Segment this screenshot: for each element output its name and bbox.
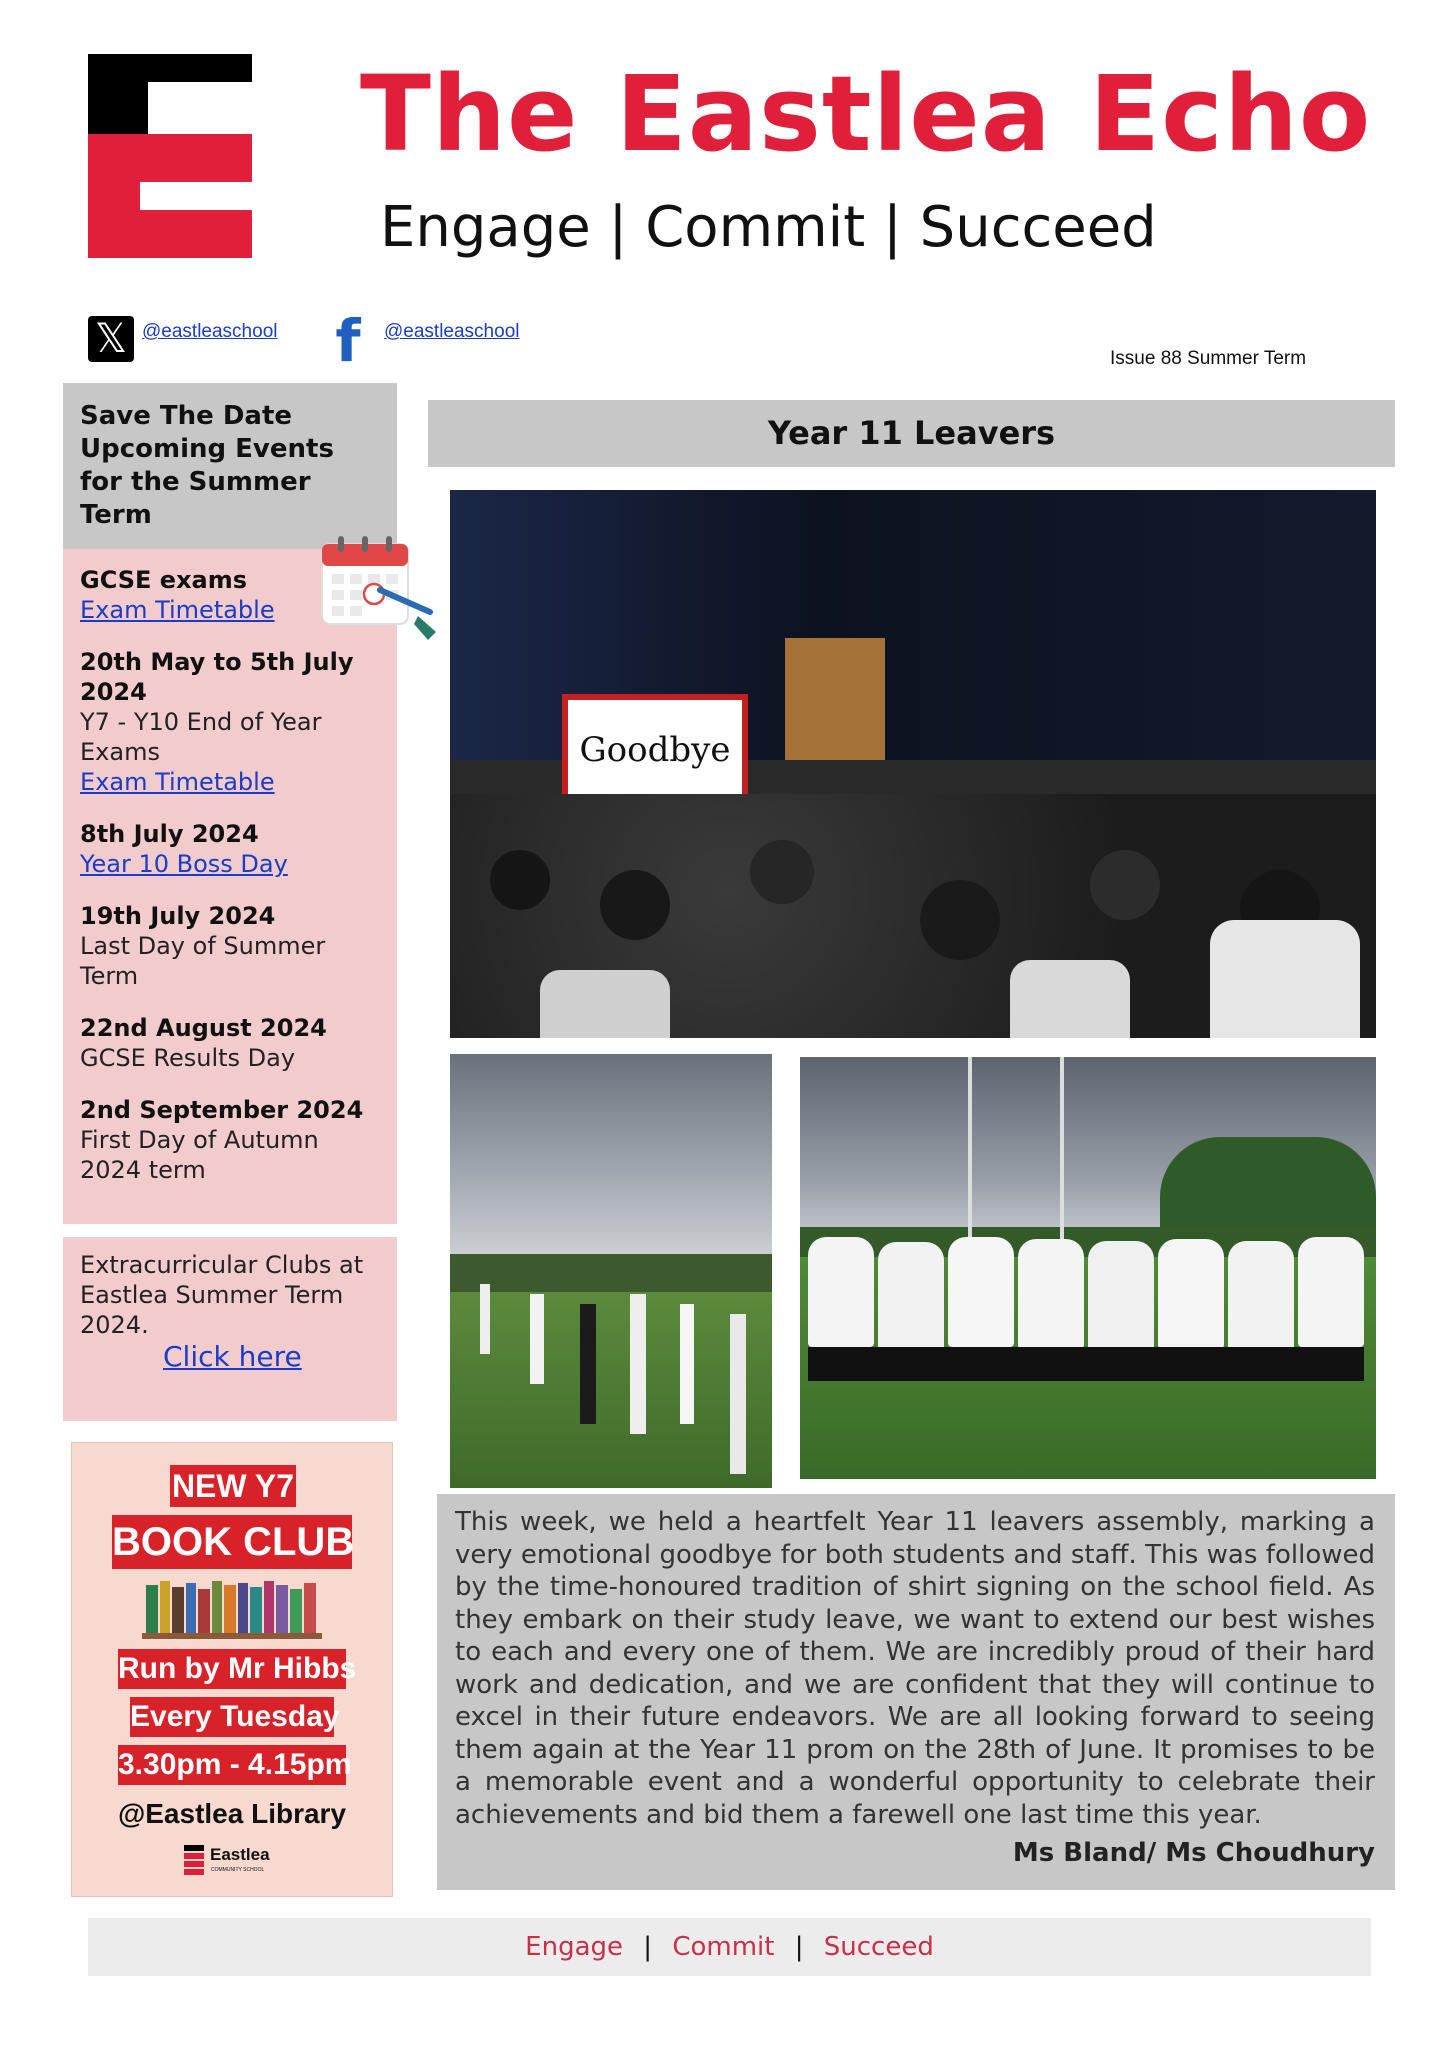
footer-commit: Commit [672,1932,775,1962]
event-description: GCSE Results Day [80,1044,296,1072]
article-heading: Year 11 Leavers [767,414,1056,452]
facebook-handle-link[interactable]: @eastleaschool [384,321,520,342]
event-item [80,819,380,879]
event-item [80,901,380,991]
events-list [80,565,380,1207]
save-the-date-title: Save The Date Upcoming Events for the Summer Term [80,401,334,530]
poster-run-by: Run by Mr Hibbs [118,1649,346,1689]
newsletter-title: The Eastlea Echo [360,53,1372,175]
exam-timetable-link[interactable]: Exam Timetable [80,596,275,624]
clubs-click-here-link[interactable]: Click here [163,1340,302,1373]
event-date: 20th May to 5th July 2024 [80,648,354,706]
poster-new-y7: NEW Y7 [170,1465,296,1507]
field-photo [450,1054,772,1488]
facebook-icon[interactable]: f [335,307,361,375]
event-date: 2nd September 2024 [80,1096,364,1124]
event-date: 22nd August 2024 [80,1014,327,1042]
poster-book-club: BOOK CLUB [112,1515,352,1569]
footer-separator: | [794,1932,804,1962]
x-logo-icon[interactable]: 𝕏 [88,316,134,362]
poster-eastlea-logo: Eastlea COMMUNITY SCHOOL [184,1843,284,1879]
school-logo [88,54,252,258]
article-body: This week, we held a heartfelt Year 11 leavers assembly, marking a very emotional goodbye for both students and staff. This was followed by the time-honoured tradition of shirt signing on the school field. As they embark on their study leave, we want to extend our best wishes to each and every one of them. We are incredibly proud of their hard work and dedication, and we are confident that they will continue to excel in their future endeavors. We are all looking forward to seeing them again at the Year 11 prom on the 28th of June. It promises to be a memorable event and a wonderful opportunity to celebrate their achievements and bid them a farewell one last time this year. [455,1507,1375,1830]
newsletter-tagline: Engage | Commit | Succeed [380,195,1157,260]
event-item [80,1013,380,1073]
footer-separator: | [643,1932,653,1962]
clubs-text: Extracurricular Clubs at Eastlea Summer Term 2024. [80,1251,364,1339]
shirt-signing-photo [800,1057,1376,1479]
footer-tagline [88,1918,1371,1976]
event-item [80,565,380,625]
footer-engage: Engage [525,1932,624,1962]
issue-label: Issue 88 Summer Term [1110,348,1307,369]
poster-time: 3.30pm - 4.15pm [118,1745,346,1785]
event-item [80,1095,380,1185]
event-date: 19th July 2024 [80,902,276,930]
event-description: Y7 - Y10 End of Year Exams [80,708,322,766]
goodbye-screen: Goodbye [562,694,748,806]
boss-day-link[interactable]: Year 10 Boss Day [80,850,288,878]
poster-library: @Eastlea Library [117,1798,347,1829]
event-date: GCSE exams [80,566,248,594]
twitter-handle-link[interactable]: @eastleaschool [142,321,278,342]
event-description: Last Day of Summer Term [80,932,326,990]
assembly-photo [450,490,1376,1038]
event-item [80,647,380,797]
poster-every-tuesday: Every Tuesday [130,1697,334,1737]
exam-timetable-link[interactable]: Exam Timetable [80,768,275,796]
books-shelf-icon [142,1577,322,1639]
footer-succeed: Succeed [823,1932,934,1962]
book-club-poster [71,1442,393,1897]
article-signature: Ms Bland/ Ms Choudhury [1012,1838,1375,1868]
event-date: 8th July 2024 [80,820,259,848]
event-description: First Day of Autumn 2024 term [80,1126,319,1184]
